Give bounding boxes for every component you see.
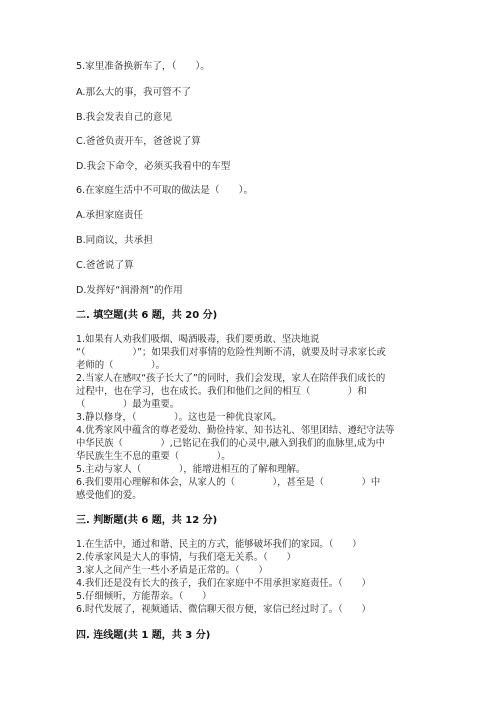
fill-line: 中华民族（ ）,已铭记在我们的心灵中,融入到我们的血脉里,成为中 [76, 438, 385, 449]
fill-line: 1.如果有人劝我们吸烟、喝酒吸毒，我们要勇敢、坚决地说 [76, 334, 320, 345]
question-6-stem: 6.在家庭生活中不可取的做法是（ ）。 [76, 185, 254, 196]
question-5-option-b: B.我会发表自己的意见 [76, 112, 172, 123]
question-6-option-a: A.承担家庭责任 [76, 210, 144, 221]
fill-line: 老师的（ ）。 [76, 360, 166, 371]
fill-line: 过程中，也在学习，也在成长。我们和他们之间的相互（ ）和 [76, 386, 367, 397]
judge-line: 3.家人之间产生一些小矛盾是正常的。（ ） [76, 565, 268, 576]
question-5-option-d: D.我会下命令，必须买我看中的车型 [76, 161, 231, 172]
judge-line: 1.在生活中，通过和谐、民主的方式，能够破坏我们的家园。（ ） [76, 539, 362, 550]
fill-line: 4.优秀家风中蕴含的尊老爱幼、勤俭持家、知书达礼、邻里团结、遵纪守法等 [76, 425, 395, 436]
judge-section-heading: 三. 判断题(共 6 题，共 12 分) [76, 515, 218, 526]
fill-line: 3.静以修身，（ ）。这也是一种优良家风。 [76, 412, 282, 423]
judge-line: 2.传承家风是大人的事情，与我们毫无关系。（ ） [76, 552, 296, 563]
match-section-heading: 四. 连线题(共 1 题，共 3 分) [76, 630, 211, 641]
question-5-stem: 5.家里准备换新车了，（ ）。 [76, 61, 210, 72]
fill-line: 6.我们要用心理解和体会，从家人的（ ），甚至是（ ）中 [76, 477, 381, 488]
question-5-option-c: C.爸爸负责开车，爸爸说了算 [76, 136, 201, 147]
fill-line: 华民族生生不息的重要（ ）。 [76, 451, 231, 462]
judge-line: 5.仔细倾听，方能帮亲。（ ） [76, 591, 212, 602]
judge-line: 6.时代发展了，视频通话、微信聊天很方便，家信已经过时了。（ ） [76, 604, 371, 615]
fill-line: （ ）最为重要。 [76, 399, 180, 410]
question-6-option-c: C.爸爸说了算 [76, 260, 134, 271]
question-5-option-a: A.那么大的事，我可管不了 [76, 87, 191, 98]
fill-line: 5.主动与家人（ ），能增进相互的了解和理解。 [76, 464, 306, 475]
question-6-option-d: D.发挥好“润滑剂”的作用 [76, 285, 183, 296]
fill-line: 感受他们的爱。 [76, 490, 142, 501]
judge-line: 4.我们还是没有长大的孩子，我们在家庭中不用承担家庭责任。（ ） [76, 578, 371, 589]
question-6-option-b: B.同商议，共承担 [76, 235, 153, 246]
fill-section-heading: 二. 填空题(共 6 题，共 20 分) [76, 310, 218, 321]
fill-line: 2.当家人在感叹“孩子长大了”的同时，我们会发现，家人在陪伴我们成长的 [76, 373, 386, 384]
fill-line: “（ ）”；如果我们对事情的危险性判断不清，就要及时寻求家长或 [76, 347, 386, 358]
